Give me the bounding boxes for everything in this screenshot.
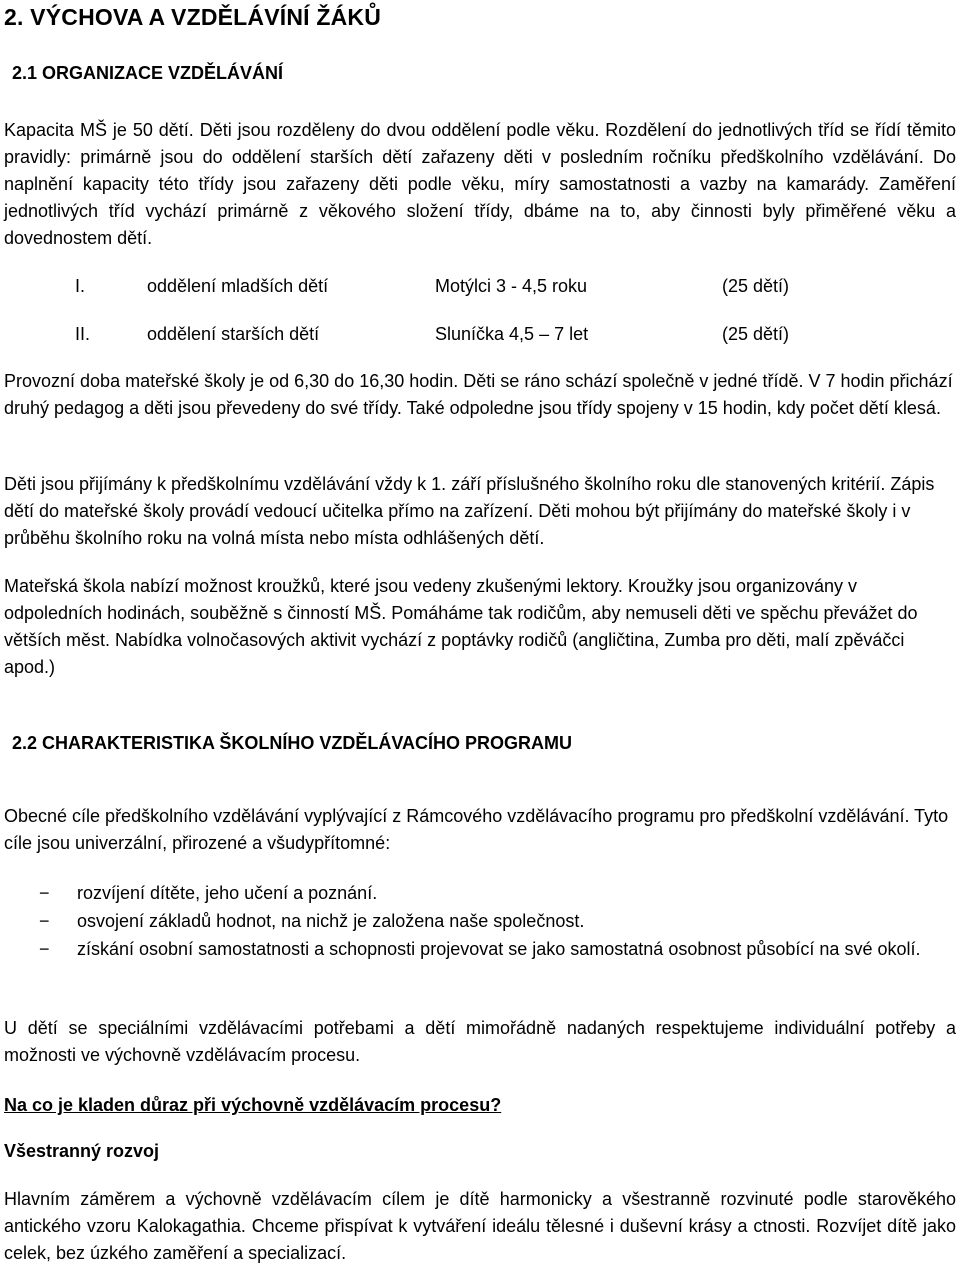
- clubs-paragraph: Mateřská škola nabízí možnost kroužků, které jsou vedeny zkušenými lektory. Kroužky jsou organizovány v odpoledních hodinách, souběžně s činností MŠ. Pomáháme tak rodičům, aby nemuseli děti ve spěchu převážet do větších měst. Nabídka volnočasových aktivit vychází z poptávky rodičů (angličtina, Zumba pro děti, malí zpěváčci apod.): [4, 576, 918, 677]
- emphasis-question-text: Na co je kladen důraz při výchovně vzdělávacím procesu?: [4, 1095, 502, 1115]
- department-count: (25 dětí): [722, 276, 790, 296]
- list-item-text: rozvíjení dítěte, jeho učení a poznání.: [77, 883, 378, 903]
- section-title-program: 2.2 CHARAKTERISTIKA ŠKOLNÍHO VZDĚLÁVACÍHO PROGRAMU: [12, 733, 573, 753]
- subheading-development: Všestranný rozvoj: [4, 1141, 160, 1161]
- development-paragraph: Hlavním záměrem a výchovně vzdělávacím cílem je dítě harmonicky a všestranně rozvinuté podle starověkého antického vzoru Kalokagathia. Chceme přispívat k vytváření ideálu tělesné i duševní krásy a ctnosti. Rozvíjet dítě jako celek, bez úzkého zaměření a specializací.: [4, 1189, 956, 1263]
- dash-bullet: −: [39, 883, 50, 903]
- list-item: [4, 880, 956, 907]
- admission-paragraph: Děti jsou přijímány k předškolnímu vzdělávání vždy k 1. září příslušného školního roku dle stanovených kritérií. Zápis dětí do mateřské školy provádí vedoucí učitelka přímo na zařízení. Děti mohou být přijímány do mateřské školy i v průběhu školního roku na volná místa nebo místa odhlášených dětí.: [4, 474, 935, 548]
- department-number: I.: [75, 276, 86, 296]
- operating-hours-paragraph: Provozní doba mateřské školy je od 6,30 do 16,30 hodin. Děti se ráno schází společně v jedné třídě. V 7 hodin přichází druhý pedagog a děti jsou převedeny do své třídy. Také odpoledne jsou třídy spojeny v 15 hodin, kdy počet dětí klesá.: [4, 371, 953, 418]
- special-needs-paragraph: U dětí se speciálními vzdělávacími potřebami a dětí mimořádně nadaných respektujeme individuální potřeby a možnosti ve výchovně vzdělávacím procesu.: [4, 1018, 956, 1065]
- dash-bullet: −: [39, 911, 50, 931]
- department-group: Motýlci 3 - 4,5 roku: [435, 276, 588, 296]
- department-name: oddělení starších dětí: [147, 324, 320, 344]
- emphasis-question: [4, 1092, 956, 1119]
- goals-intro-paragraph: Obecné cíle předškolního vzdělávání vyplývající z Rámcového vzdělávacího programu pro předškolní vzdělávání. Tyto cíle jsou univerzální, přirozené a všudypřítomné:: [4, 806, 949, 853]
- department-row: [4, 321, 956, 348]
- section-title-organization: 2.1 ORGANIZACE VZDĚLÁVÁNÍ: [12, 63, 284, 83]
- list-item: [4, 936, 956, 963]
- department-name: oddělení mladších dětí: [147, 276, 329, 296]
- department-count: (25 dětí): [722, 324, 790, 344]
- list-item-text: osvojení základů hodnot, na nichž je založena naše společnost.: [77, 911, 585, 931]
- page-title: 2. VÝCHOVA A VZDĚLÁVÍNÍ ŽÁKŮ: [4, 4, 382, 30]
- list-item: [4, 908, 956, 935]
- dash-bullet: −: [39, 939, 50, 959]
- list-item-text: získání osobní samostatnosti a schopnosti projevovat se jako samostatná osobnost působící na své okolí.: [77, 939, 921, 959]
- department-number: II.: [75, 324, 91, 344]
- department-group: Sluníčka 4,5 – 7 let: [435, 324, 589, 344]
- capacity-paragraph: Kapacita MŠ je 50 dětí. Děti jsou rozděleny do dvou oddělení podle věku. Rozdělení do jednotlivých tříd se řídí těmito pravidly: primárně jsou do oddělení starších dětí zařazeny děti v posledním ročníku předškolního vzdělávání. Do naplnění kapacity této třídy jsou zařazeny děti podle věku, míry samostatnosti a vazby na kamarády. Zaměření jednotlivých tříd vychází primárně z věkového složení třídy, dbáme na to, aby činnosti byly přiměřené věku a dovednostem dětí.: [4, 120, 956, 248]
- department-row: [4, 273, 956, 300]
- goals-list: [4, 880, 956, 964]
